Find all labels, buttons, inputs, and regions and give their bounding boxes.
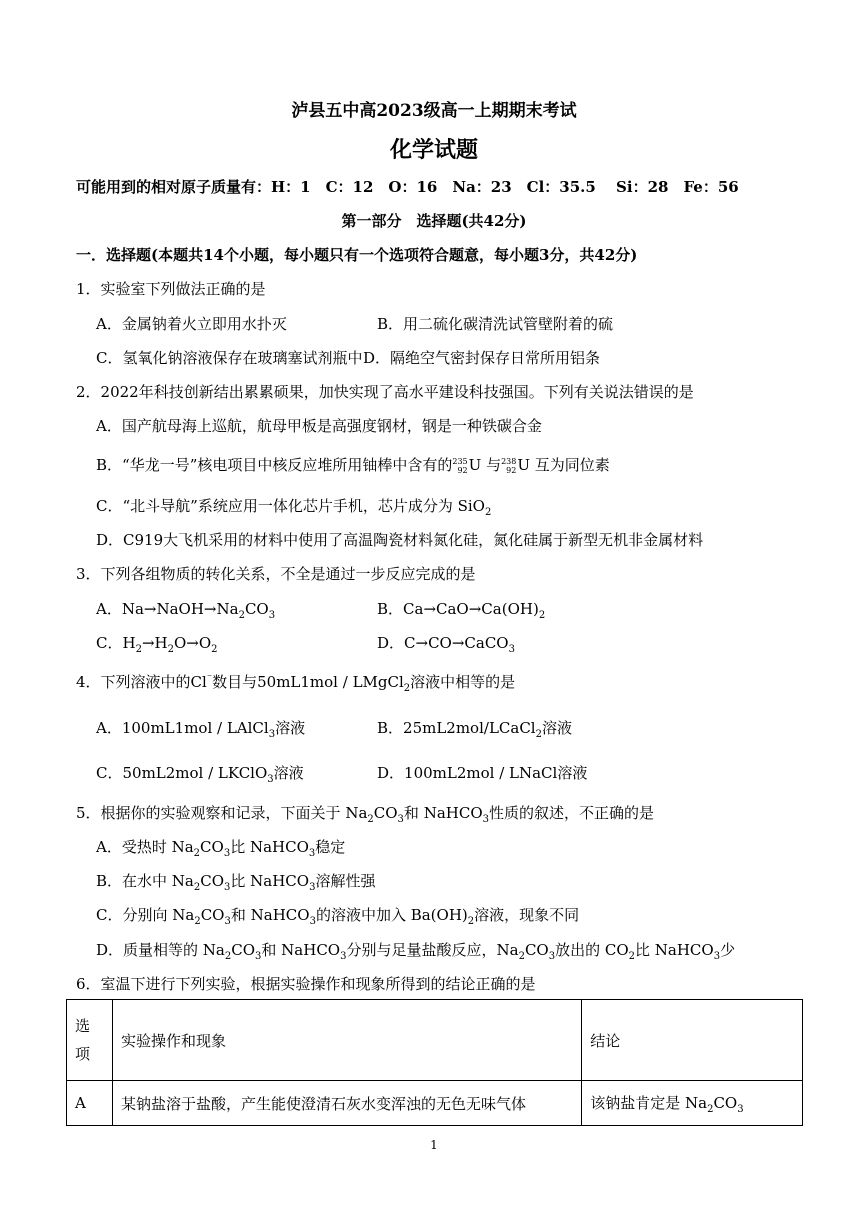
question-4-option-a: A．100mL1mol / LAlCl$_3$溶液	[96, 719, 306, 740]
header-operation: 实验操作和现象	[112, 1000, 581, 1081]
question-4-option-d: D．100mL2mol / LNaCl溶液	[377, 764, 588, 782]
question-2-stem: 2．2022年科技创新结出累累硕果，加快实现了高水平建设科技强国。下列有关说法错误的是	[76, 383, 694, 401]
exam-subject-title: 化学试题	[389, 137, 478, 163]
question-5-option-b: B．在水中 $Na_2CO_3$比 NaHCO$_3$溶解性强	[96, 872, 376, 893]
question-2-option-d: D．C919大飞机采用的材料中使用了高温陶瓷材料氮化硅，氮化硅属于新型无机非金属材料	[96, 531, 704, 549]
question-3-option-d: D．C→CO→CaCO$_3$	[377, 634, 515, 655]
question-5-option-d: D．质量相等的 $Na_2CO_3$和 NaHCO$_3$分别与足量盐酸反应，$Na_2CO_3$放出的 $CO_2$比 NaHCO$_3$少	[96, 941, 736, 962]
atomic-masses: 可能用到的相对原子质量有：H：1 C：12 O：16 Na：23 Cl：35.5 Si：28 Fe：56	[76, 178, 739, 196]
section-title: 一．选择题(本题共14个小题，每小题只有一个选项符合题意，每小题3分，共42分)	[76, 246, 638, 264]
question-5-option-a: A．受热时 $Na_2CO_3$比 NaHCO$_3$稳定	[96, 838, 346, 859]
exam-title: 泸县五中高2023级高一上期期末考试	[291, 101, 577, 121]
question-4-option-c: C．50mL2mol / LKClO$_3$溶液	[96, 764, 304, 785]
question-5-stem: 5．根据你的实验观察和记录，下面关于 $Na_2CO_3$和 NaHCO$_3$性质的叙述，不正确的是	[76, 804, 655, 825]
page-number: 1	[430, 1138, 438, 1152]
experiment-table	[66, 999, 803, 1126]
question-2-option-a: A．国产航母海上巡航，航母甲板是高强度钢材，钢是一种铁碳合金	[96, 417, 542, 435]
table-header-row	[67, 1000, 803, 1081]
question-6-stem: 6．室温下进行下列实验，根据实验操作和现象所得到的结论正确的是	[76, 975, 536, 993]
isotope-notation-235: 235 92	[452, 457, 468, 475]
question-1-stem: 1．实验室下列做法正确的是	[76, 280, 266, 298]
question-4-stem: 4．下列溶液中的Cl⁻数目与50mL1mol / LMgCl$_2$溶液中相等的是	[76, 673, 516, 694]
row-a-conclusion: 该钠盐肯定是 $Na_2CO_3$	[582, 1081, 803, 1126]
row-a-option: A	[67, 1081, 113, 1126]
question-3-option-b: B．$Ca\to CaO\to Ca(OH)_2$	[377, 600, 546, 621]
question-1-option-c: C．氢氧化钠溶液保存在玻璃塞试剂瓶中	[96, 349, 363, 367]
part-title: 第一部分 选择题(共42分)	[341, 212, 527, 230]
isotope-notation-238: 238 92	[501, 457, 517, 475]
question-4-option-b: B．25mL2mol/LCaCl$_2$溶液	[377, 719, 572, 740]
question-1-option-b: B．用二硫化碳清洗试管壁附着的硫	[377, 315, 614, 333]
question-1-option-a: A．金属钠着火立即用水扑灭	[96, 315, 287, 333]
question-3-option-c: C．$H_2\to H_2O\to O_2$	[96, 634, 218, 655]
question-1-option-d: D．隔绝空气密封保存日常所用铝条	[363, 349, 601, 367]
question-3-option-a: A．$Na\to NaOH\to Na_2CO_3$	[96, 600, 276, 621]
question-5-option-c: C．分别向 $Na_2CO_3$和 NaHCO$_3$的溶液中加入 $Ba(OH)_2$溶液，现象不同	[96, 906, 580, 927]
header-conclusion: 结论	[582, 1000, 803, 1081]
question-3-stem: 3．下列各组物质的转化关系，不全是通过一步反应完成的是	[76, 565, 476, 583]
row-a-operation: 某钠盐溶于盐酸，产生能使澄清石灰水变浑浊的无色无味气体	[112, 1081, 581, 1126]
header-option: 选 项	[67, 1000, 113, 1081]
table-row	[67, 1081, 803, 1126]
question-2-option-c: C．“北斗导航”系统应用一体化芯片手机，芯片成分为 SiO$_2$	[96, 497, 492, 518]
question-2-option-b: B．“华龙一号”核电项目中核反应堆所用铀棒中含有的 235 92 U 与 238 92 U 互为同位素	[96, 456, 610, 475]
